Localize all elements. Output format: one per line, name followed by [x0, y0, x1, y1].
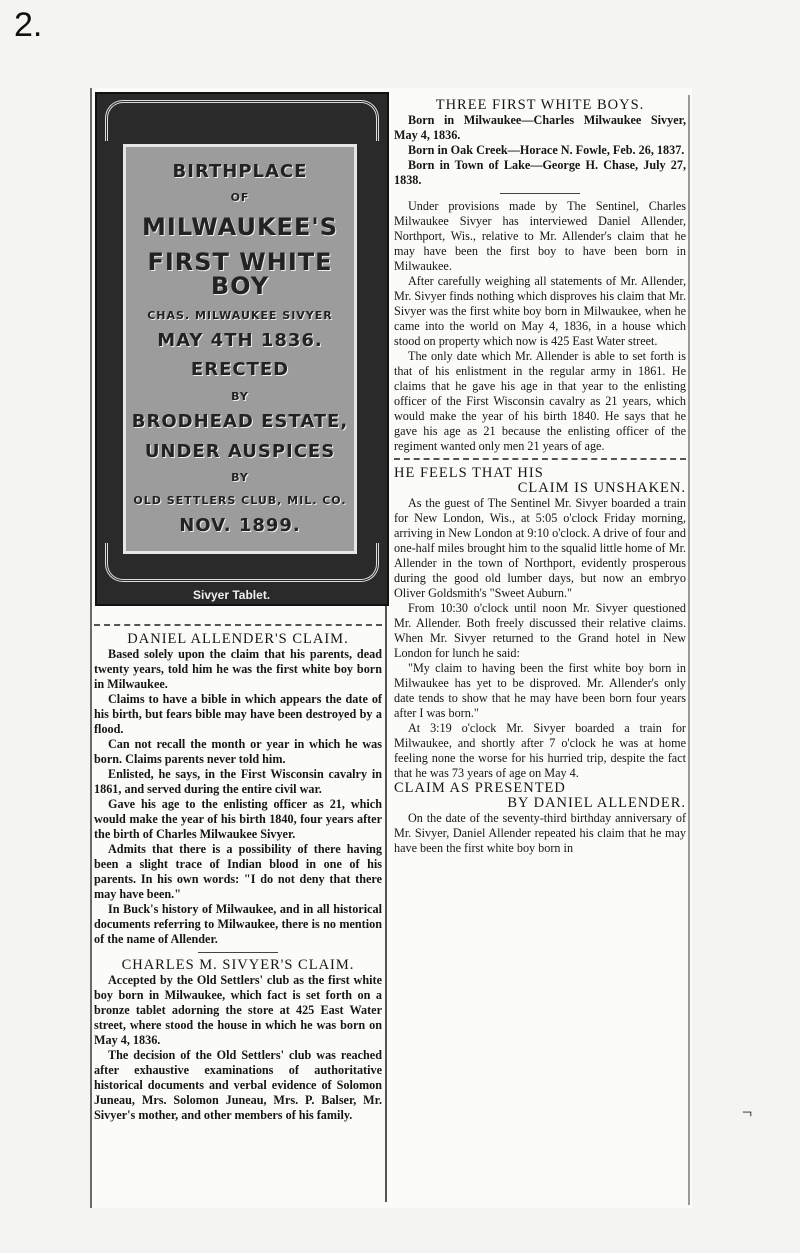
tablet-line: NOV. 1899.	[179, 515, 301, 537]
paragraph: Gave his age to the enlisting officer as 21, which would make the year of his birth 1840, four years after the birth of Charles Milwaukee Sivyer.	[94, 797, 382, 841]
birth-record: Born in Oak Creek—Horace N. Fowle, Feb. 26, 1837.	[408, 143, 685, 157]
paragraph: Enlisted, he says, in the First Wisconsin cavalry in 1861, and served during the entire civil war.	[94, 767, 382, 796]
heading-claim-presented-line2: BY DANIEL ALLENDER.	[507, 795, 686, 811]
paragraph: On the date of the seventy-third birthday anniversary of Mr. Sivyer, Daniel Allender repeated his claim that he may have been the first white boy born in	[394, 811, 686, 855]
paragraph: At 3:19 o'clock Mr. Sivyer boarded a train for Milwaukee, and shortly after 7 o'clock he was at home feeling none the worse for his hurried trip, despite the fact that he was 73 years of age on May 4.	[394, 721, 686, 780]
paragraph: In Buck's history of Milwaukee, and in all historical documents referring to Milwaukee, there is no mention of the name of Allender.	[94, 902, 382, 946]
left-column	[94, 620, 382, 1123]
paragraph: As the guest of The Sentinel Mr. Sivyer boarded a train for New London, Wis., at 5:05 o'clock Friday morning, arriving in New London at 9:10 o'clock. A drive of four and one-half miles brought him to the squalid little home of Mr. Allender in the town of Northport, evidently prosperous during the good old lumber days, but now an embryo Oliver Goldsmith's "Sweet Auburn."	[394, 496, 686, 600]
tablet-ornament-top	[105, 100, 379, 141]
paragraph: Admits that there is a possibility of there having been a slight trace of Indian blood in one of his parents. In his own words: "I do not deny that there may have been."	[94, 842, 382, 901]
paragraph: Based solely upon the claim that his parents, dead twenty years, told him he was the first white boy born in Milwaukee.	[94, 647, 382, 691]
heading-allender-claim: DANIEL ALLENDER'S CLAIM.	[127, 631, 349, 647]
tablet-plate	[123, 144, 357, 554]
paragraph: "My claim to having been the first white boy born in Milwaukee has yet to be disproved. Mr. Allender's only date tends to show that he may have been born four years after I was born."	[394, 661, 686, 720]
tablet-ornament-bottom	[105, 543, 379, 582]
dashed-rule	[394, 458, 686, 460]
heading-feels-claim-line1: HE FEELS THAT HIS	[394, 465, 544, 481]
clipping-right-edge	[688, 95, 690, 1205]
tablet-caption: Sivyer Tablet.	[193, 588, 271, 602]
tablet-line: BIRTHPLACE	[172, 160, 308, 182]
paragraph: From 10:30 o'clock until noon Mr. Sivyer questioned Mr. Allender. Both freely discussed their relative claims. When Mr. Sivyer returned to the Grand hotel in New London for lunch he said:	[394, 601, 686, 660]
paragraph: Claims to have a bible in which appears the date of his birth, but fears bible may have been destroyed by a flood.	[94, 692, 382, 736]
tablet-line: CHAS. MILWAUKEE SIVYER	[147, 308, 333, 322]
heading-sivyer-claim: CHARLES M. SIVYER'S CLAIM.	[121, 957, 355, 973]
birth-record: Born in Milwaukee—Charles Milwaukee Sivyer, May 4, 1836.	[394, 113, 686, 142]
heading-claim-presented-line1: CLAIM AS PRESENTED	[394, 780, 566, 796]
tablet-line: BY	[231, 471, 249, 485]
paragraph: Can not recall the month or year in which he was born. Claims parents never told him.	[94, 737, 382, 766]
tablet-line: UNDER AUSPICES	[144, 440, 336, 462]
stray-mark: ¬	[742, 1102, 753, 1122]
tablet-line: OF	[230, 191, 250, 205]
tablet-line: BY	[231, 389, 249, 403]
right-column	[394, 98, 686, 856]
short-rule	[198, 952, 278, 953]
heading-feels-claim-line2: CLAIM IS UNSHAKEN.	[517, 480, 686, 496]
short-rule	[500, 193, 580, 194]
birth-record: Born in Town of Lake—George H. Chase, July 27, 1838.	[394, 158, 686, 187]
heading-three-first-white-boys: THREE FIRST WHITE BOYS.	[435, 97, 645, 113]
page-number: 2.	[14, 6, 43, 44]
dashed-rule	[94, 624, 382, 626]
paragraph: The decision of the Old Settlers' club was reached after exhaustive examinations of authoritative historical documents and verbal evidence of Solomon Juneau, Mrs. Solomon Juneau, Mrs. P. Balser, Mr. Sivyer's mother, and other members of his family.	[94, 1048, 382, 1122]
tablet-line: ERECTED	[190, 359, 290, 381]
tablet-line: OLD SETTLERS CLUB, MIL. CO.	[133, 493, 347, 507]
paragraph: Under provisions made by The Sentinel, Charles Milwaukee Sivyer has interviewed Daniel Allender, Northport, Wis., relative to Mr. Allender's claim that he may have been the first boy to have been born in Milwaukee.	[394, 199, 686, 273]
tablet-line: MILWAUKEE'S	[142, 212, 338, 241]
tablet-line: MAY 4TH 1836.	[157, 329, 323, 351]
sivyer-tablet-photo	[95, 92, 389, 606]
tablet-line: FIRST WHITE BOY	[147, 248, 333, 301]
paragraph: Accepted by the Old Settlers' club as the first white boy born in Milwaukee, which fact is set forth on a bronze tablet adorning the store at 425 East Water street, where stood the house in which he was born on May 4, 1836.	[94, 973, 382, 1047]
tablet-line: BRODHEAD ESTATE,	[131, 411, 349, 433]
paragraph: The only date which Mr. Allender is able to set forth is that of his enlistment in the regular army in 1861. He claims that he gave his age in that year to the enlisting officer of the First Wisconsin cavalry as 21 years, which would make the year of his birth 1840. He says that he gave his age as 21 because the enlisting officer of the regiment wanted only men 21 years of age.	[394, 349, 686, 453]
paragraph: After carefully weighing all statements of Mr. Allender, Mr. Sivyer finds nothing which disproves his claim that Mr. Sivyer was the first white boy born in Milwaukee, when he came into the world on May 4, 1836, in a house which stood on property which now is 425 East Water street.	[394, 274, 686, 348]
